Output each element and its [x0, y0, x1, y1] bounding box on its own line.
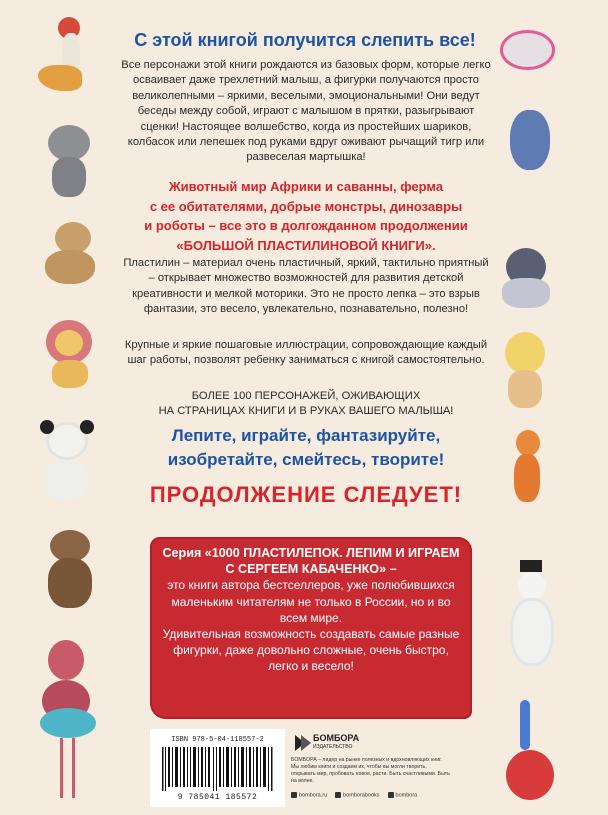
isbn-text: ISBN 978-5-04-118557-2	[171, 736, 264, 744]
social-website-label: bombora.ru	[299, 792, 328, 799]
intro-paragraph: Все персонажи этой книги рождаются из базовых форм, которые легко осваивает даже трехлетний малыш, а фигурки получаются просто великолепными – яркими, веселыми, эмоциональными! Они ведут беседы между собой, играют с малышом в прятки, разыгрывают сценки! Настоящее волшебство, когда из простейших шариков, колбасок или лепешек под руками вдруг оживают рычащий тигр или развеселая мартышка!	[121, 59, 491, 164]
otter-figure	[40, 530, 102, 610]
highlight-line: «БОЛЬШОЙ ПЛАСТИЛИНОВОЙ КНИГИ».	[176, 237, 436, 253]
social-instagram[interactable]	[388, 792, 418, 798]
mole-figure	[500, 110, 560, 180]
illustrations-paragraph: Крупные и яркие пошаговые иллюстрации, сопровождающие каждый шаг работы, позволят ребенку заниматься с книгой самостоятельно.	[124, 339, 488, 367]
barcode-digits: 9 785041 185572	[177, 793, 258, 802]
characters-line: НА СТРАНИЦАХ КНИГИ И В РУКАХ ВАШЕГО МАЛЫША!	[158, 405, 454, 418]
panda-figure	[38, 420, 98, 505]
social-vk-label: bomborabooks	[343, 792, 380, 799]
slogan-line: Лепите, играйте, фантазируйте,	[171, 426, 441, 445]
cow-figure	[496, 240, 556, 310]
highlight-line: с ее обитателями, добрые монстры, динозавры	[149, 198, 463, 214]
social-links	[291, 792, 471, 798]
publisher-tagline: БОМБОРА – лидер на рынке полезных и вдохновляющих книг. Мы любим книги и создаем их, чтобы вы могли творить, открывать мир, пробовать новое, расти. Быть счастливыми. Быть на волне.	[291, 757, 450, 784]
plasticine-paragraph: Пластилин – материал очень пластичный, яркий, тактильно приятный – открывает множество возможностей для развития детской креативности и мелкой моторики. Это не просто лепка – это взрыв фантазии, это весело, увлекательно, познавательно, полезно!	[123, 257, 489, 316]
highlight-block	[118, 177, 494, 255]
series-description: это книги автора бестселлеров, уже полюбившихся маленьким читателям не только в России, но и во всем мире.	[167, 578, 455, 625]
vk-icon	[335, 792, 341, 798]
instagram-icon	[388, 792, 394, 798]
owl-figure	[500, 332, 550, 412]
worm-strawberry-figure	[502, 700, 562, 810]
social-website[interactable]	[291, 792, 327, 798]
series-panel-text	[158, 545, 464, 675]
barcode	[150, 729, 285, 807]
barcode-bars	[162, 747, 273, 791]
series-label: Серия	[162, 546, 202, 560]
highlight-line: Животный мир Африки и саванны, ферма	[168, 179, 444, 194]
page-heading: С этой книгой получится слепить все!	[134, 30, 476, 50]
lion-figure	[40, 320, 102, 390]
dog-figure	[35, 222, 103, 287]
publisher-sub: ИЗДАТЕЛЬСТВО	[313, 744, 353, 750]
rooster-figure	[30, 15, 100, 95]
wolf-figure	[38, 125, 98, 200]
series-name: «1000 ПЛАСТИЛЕПОК. ЛЕПИМ И ИГРАЕМ С СЕРГЕЕМ КАБАЧЕНКО» –	[204, 546, 460, 577]
series-benefit: Удивительная возможность создавать самые разные фигурки, даже довольно сложные, очень быстро, легко и весело!	[162, 627, 460, 674]
characters-line: БОЛЕЕ 100 ПЕРСОНАЖЕЙ, ОЖИВАЮЩИХ	[191, 390, 421, 402]
dino-figure	[490, 20, 560, 80]
fox-figure	[498, 430, 558, 520]
monster-figure	[32, 640, 102, 810]
publisher-name: БОМБОРА	[313, 733, 360, 743]
slogan	[120, 424, 492, 472]
characters-paragraph	[120, 389, 492, 420]
slogan-line: изобретайте, смейтесь, творите!	[167, 450, 445, 469]
globe-icon	[291, 792, 297, 798]
snowman-figure	[502, 560, 562, 670]
social-vk[interactable]	[335, 792, 379, 798]
continuation-title: ПРОДОЛЖЕНИЕ СЛЕДУЕТ!	[149, 482, 463, 507]
social-instagram-label: bombora	[395, 792, 418, 799]
highlight-line: и роботы – все это в долгожданном продолжении	[144, 218, 468, 233]
